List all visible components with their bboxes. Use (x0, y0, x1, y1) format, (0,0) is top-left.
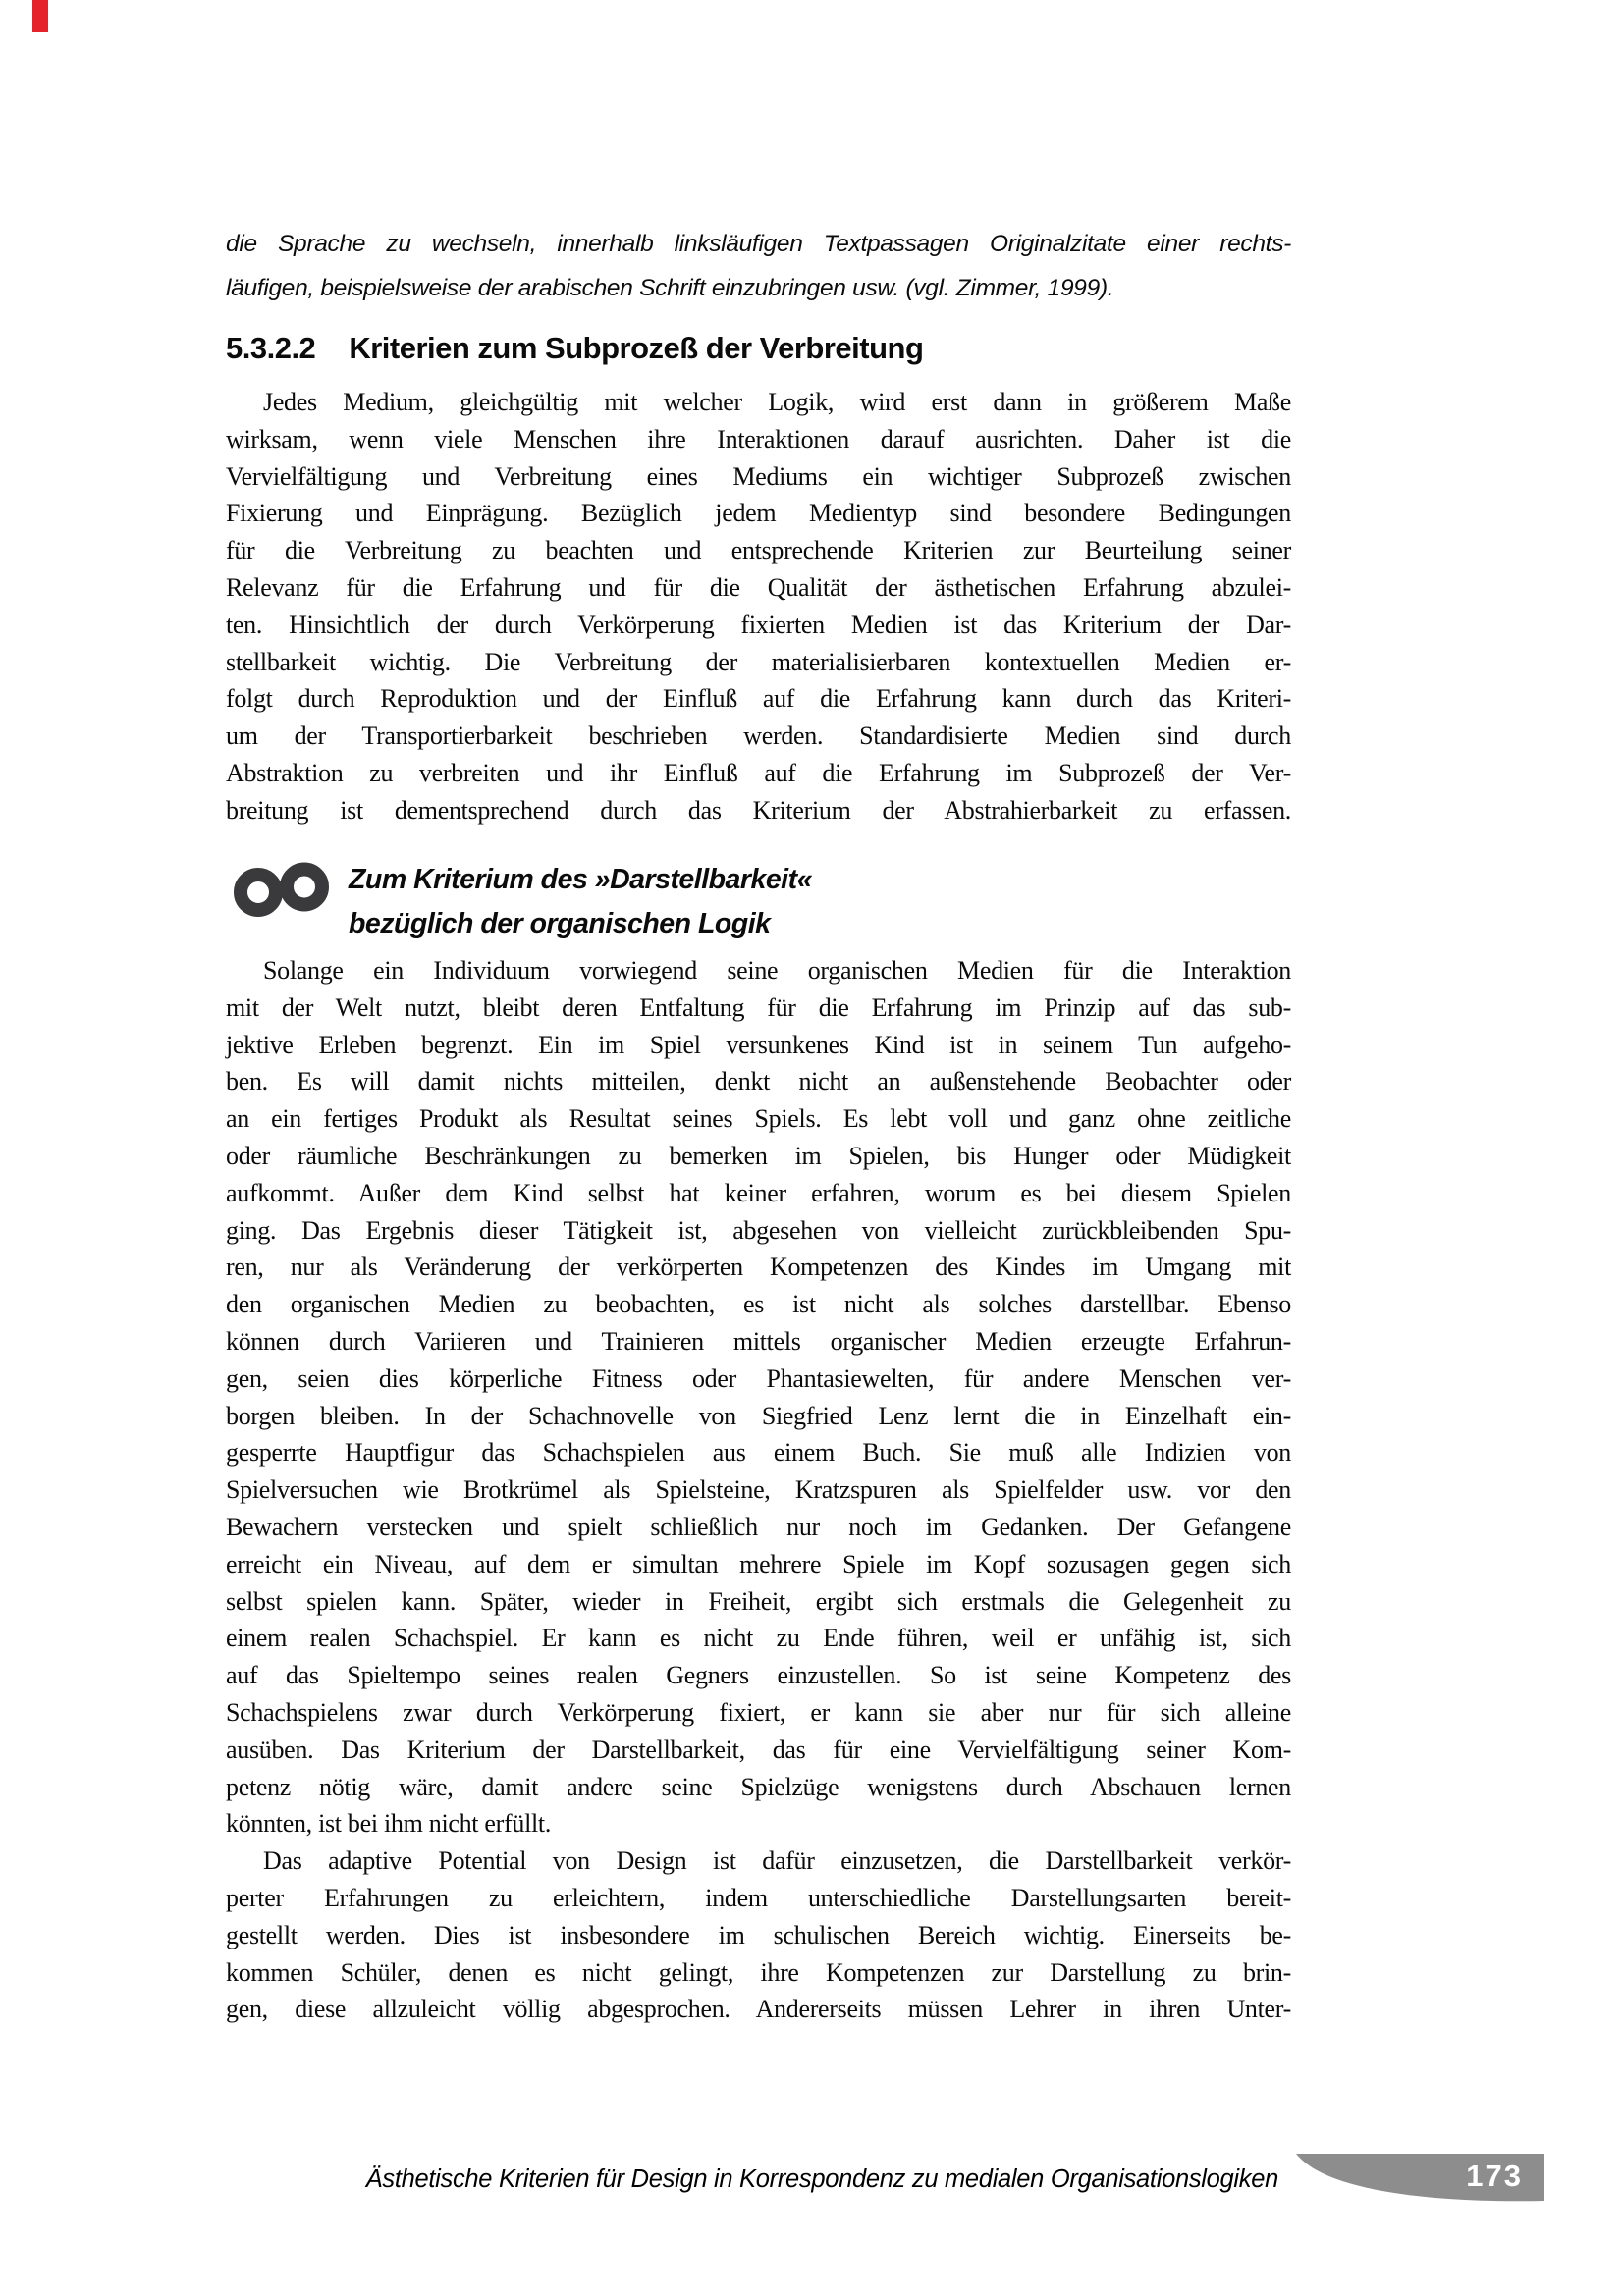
text-line: breitung ist dementsprechend durch das Kriterium der Abstrahierbarkeit zu erfassen. (226, 795, 1291, 825)
text-line: folgt durch Reproduktion und der Einfluß auf die Erfahrung kann durch das Kriteri- (226, 684, 1291, 714)
text-line: gesperrte Hauptfigur das Schachspielen aus einem Buch. Sie muß alle Indizien von (226, 1438, 1291, 1468)
text-line: erreicht ein Niveau, auf dem er simultan mehrere Spiele im Kopf sozusagen gegen sich (226, 1549, 1291, 1578)
text-line: mit der Welt nutzt, bleibt deren Entfaltung für die Erfahrung im Prinzip auf das sub- (226, 992, 1291, 1022)
text-line: Abstraktion zu verbreiten und ihr Einfluß auf die Erfahrung im Subprozeß der Ver- (226, 758, 1291, 787)
body-text-block (226, 952, 1291, 2028)
paragraph-verbreitung (226, 384, 1291, 829)
text-line: gen, seien dies körperliche Fitness oder Phantasiewelten, für andere Menschen ver- (226, 1363, 1291, 1393)
text-line: selbst spielen kann. Später, wieder in Freiheit, ergibt sich erstmals die Gelegenheit zu (226, 1586, 1291, 1616)
page-number: 173 (1466, 2159, 1523, 2193)
text-line: petenz nötig wäre, damit andere seine Spielzüge wenigstens durch Abschauen lernen (226, 1772, 1291, 1801)
text-line: Fixierung und Einprägung. Bezüglich jedem Medientyp sind besondere Bedingungen (226, 499, 1291, 528)
text-line: Zum Kriterium des »Darstellbarkeit« (349, 864, 812, 895)
text-line: Relevanz für die Erfahrung und für die Qualität der ästhetischen Erfahrung abzulei- (226, 572, 1291, 602)
text-line: Vervielfältigung und Verbreitung eines Mediums ein wichtiger Subprozeß zwischen (226, 461, 1291, 491)
section-title: Kriterien zum Subprozeß der Verbreitung (349, 331, 924, 365)
text-line: gen, diese allzuleicht völlig abgesprochen. Andererseits müssen Lehrer in ihren Unter- (226, 1995, 1291, 2024)
paragraph-spiel-kind (226, 952, 1291, 1842)
text-line: ausüben. Das Kriterium der Darstellbarkeit, das für eine Vervielfältigung seiner Kom- (226, 1735, 1291, 1764)
text-line: auf das Spieltempo seines realen Gegners einzustellen. So ist seine Kompetenz des (226, 1661, 1291, 1690)
text-line: Das adaptive Potential von Design ist dafür einzusetzen, die Darstellbarkeit verkör- (263, 1846, 1291, 1876)
text-line: Schachspielens zwar durch Verkörperung fixiert, er kann sie aber nur für sich alleine (226, 1697, 1291, 1727)
text-line: bezüglich der organischen Logik (349, 908, 771, 939)
text-line: den organischen Medien zu beobachten, es ist nicht als solches darstellbar. Ebenso (226, 1290, 1291, 1319)
text-line: könnten, ist bei ihm nicht erfüllt. (226, 1809, 552, 1839)
text-line: für die Verbreitung zu beachten und entsprechende Kriterien zur Beurteilung seiner (226, 536, 1291, 565)
section-heading (226, 331, 1291, 366)
text-line: kommen Schüler, denen es nicht gelingt, ihre Kompetenzen zur Darstellung zu brin- (226, 1957, 1291, 1987)
text-line: ten. Hinsichtlich der durch Verkörperung fixierten Medien ist das Kriterium der Dar- (226, 610, 1291, 639)
text-line: ging. Das Ergebnis dieser Tätigkeit ist, abgesehen von vielleicht zurückbleibenden Spu- (226, 1215, 1291, 1245)
section-number: 5.3.2.2 (226, 331, 316, 365)
running-footer-title: Ästhetische Kriterien für Design in Korrespondenz zu medialen Organisationslogiken (365, 2165, 1278, 2193)
subsection-header (225, 858, 1291, 952)
intro-continuation-paragraph (226, 222, 1291, 310)
text-line: ben. Es will damit nichts mitteilen, denkt nicht an außenstehende Beobachter oder (226, 1067, 1291, 1096)
text-line: können durch Variieren und Trainieren mittels organischer Medien erzeugte Erfahrun- (226, 1326, 1291, 1356)
red-registration-mark (32, 0, 48, 32)
text-line: borgen bleiben. In der Schachnovelle von Siegfried Lenz lernt die in Einzelhaft ein- (226, 1401, 1291, 1430)
text-line: die Sprache zu wechseln, innerhalb linksläufigen Textpassagen Originalzitate einer rechts- (226, 231, 1291, 257)
text-line: Jedes Medium, gleichgültig mit welcher Logik, wird erst dann in größerem Maße (263, 388, 1291, 416)
text-line: Solange ein Individuum vorwiegend seine organischen Medien für die Interaktion (263, 956, 1291, 985)
text-line: gestellt werden. Dies ist insbesondere im schulischen Bereich wichtig. Einerseits be- (226, 1920, 1291, 1949)
subsection-title (349, 858, 812, 946)
text-line: Spielversuchen wie Brotkrümel als Spielsteine, Kratzspuren als Spielfelder usw. vor den (226, 1475, 1291, 1505)
text-line: ren, nur als Veränderung der verkörperten Kompetenzen des Kindes im Umgang mit (226, 1253, 1291, 1282)
infinity-icon (225, 862, 330, 919)
text-line: jektive Erleben begrenzt. Ein im Spiel versunkenes Kind ist in seinem Tun aufgeho- (226, 1030, 1291, 1059)
text-line: an ein fertiges Produkt als Resultat seines Spiels. Es lebt voll und ganz ohne zeitliche (226, 1104, 1291, 1134)
text-line: um der Transportierbarkeit beschrieben werden. Standardisierte Medien sind durch (226, 721, 1291, 751)
text-line: perter Erfahrungen zu erleichtern, indem unterschiedliche Darstellungsarten bereit- (226, 1883, 1291, 1912)
paragraph-adaptives-potential (226, 1842, 1291, 2028)
text-line: Bewachern verstecken und spielt schließlich nur noch im Gedanken. Der Gefangene (226, 1512, 1291, 1541)
text-line: stellbarkeit wichtig. Die Verbreitung der materialisierbaren kontextuellen Medien er- (226, 647, 1291, 676)
text-line: oder räumliche Beschränkungen zu bemerken im Spielen, bis Hunger oder Müdigkeit (226, 1141, 1291, 1170)
text-line: einem realen Schachspiel. Er kann es nicht zu Ende führen, weil er unfähig ist, sich (226, 1624, 1291, 1653)
text-line: wirksam, wenn viele Menschen ihre Interaktionen darauf ausrichten. Daher ist die (226, 424, 1291, 454)
text-line: aufkommt. Außer dem Kind selbst hat keiner erfahren, worum es bei diesem Spielen (226, 1178, 1291, 1207)
text-line: läufigen, beispielsweise der arabischen Schrift einzubringen usw. (vgl. Zimmer, 1999). (226, 275, 1114, 301)
